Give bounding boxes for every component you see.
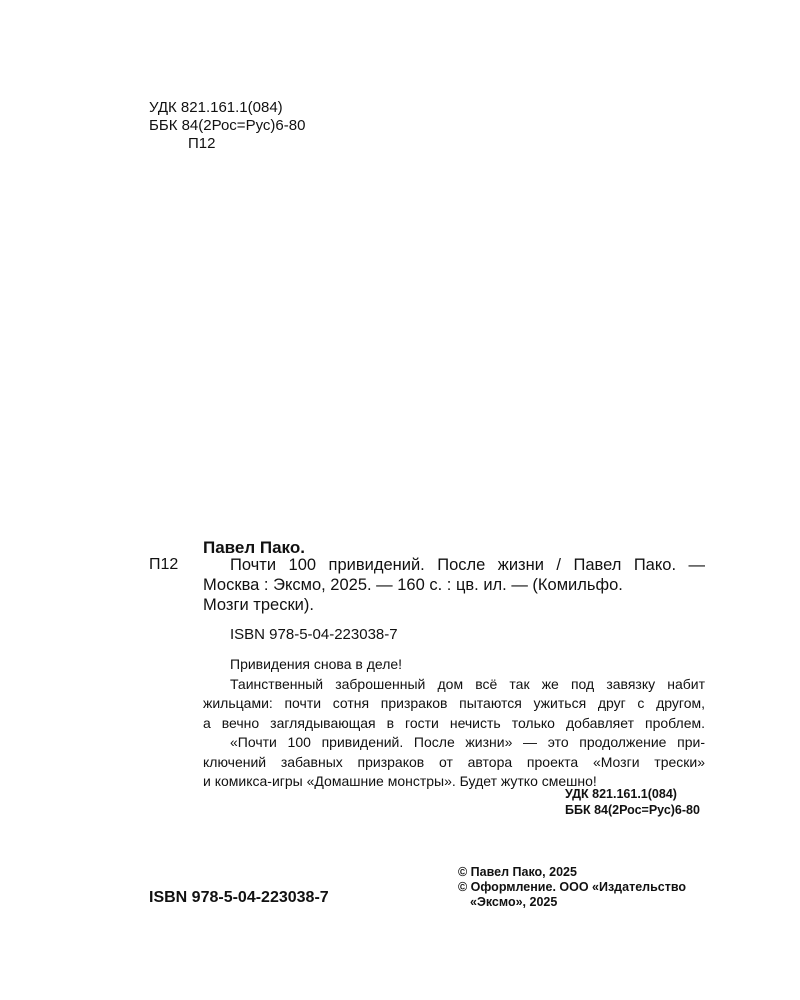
copyright-author: © Павел Пако, 2025 bbox=[458, 865, 577, 879]
copyright-design-cont: «Эксмо», 2025 bbox=[470, 895, 558, 909]
bib-line-3: Мозги трески). bbox=[203, 596, 314, 614]
classification-udc: УДК 821.161.1(084) bbox=[565, 787, 677, 801]
classification-block bbox=[565, 786, 700, 818]
header-udc: УДК 821.161.1(084) bbox=[149, 99, 283, 116]
classification-bbk: ББК 84(2Рос=Рус)6-80 bbox=[565, 803, 700, 817]
isbn-footer: ISBN 978-5-04-223038-7 bbox=[149, 889, 329, 906]
bib-line-2: Москва : Эксмо, 2025. — 160 с. : цв. ил. — (Комильфо. bbox=[203, 576, 623, 594]
annotation-line: Привидения снова в деле! bbox=[230, 656, 403, 672]
header-classification bbox=[149, 99, 305, 153]
annotation-line: Таинственный заброшенный дом всё так же под завязку набит bbox=[230, 675, 705, 692]
annotation-line: а вечно заглядывающая в гости нечисть только добавляет проблем. bbox=[203, 714, 705, 731]
annotation-line: «Почти 100 привидений. После жизни» — это продолжение при- bbox=[230, 734, 705, 750]
header-bbk: ББК 84(2Рос=Рус)6-80 bbox=[149, 117, 306, 134]
isbn-entry: ISBN 978-5-04-223038-7 bbox=[230, 626, 398, 643]
annotation-line: ключений забавных призраков от автора проекта «Мозги трески» bbox=[203, 753, 705, 770]
header-author-code: П12 bbox=[188, 135, 216, 152]
bib-line-1: Почти 100 привидений. После жизни / Павел Пако. — bbox=[230, 556, 705, 574]
copyright-block bbox=[458, 865, 686, 910]
annotation-line: и комикса-игры «Домашние монстры». Будет жутко смешно! bbox=[203, 773, 597, 789]
author-code: П12 bbox=[149, 556, 179, 573]
author-name: Павел Пако. bbox=[203, 538, 305, 557]
annotation bbox=[203, 655, 705, 792]
bibliographic-description bbox=[203, 555, 705, 615]
copyright-design: © Оформление. ООО «Издательство bbox=[458, 880, 686, 894]
annotation-line: жильцами: почти сотня призраков пытаются ужиться друг с другом, bbox=[203, 695, 705, 711]
